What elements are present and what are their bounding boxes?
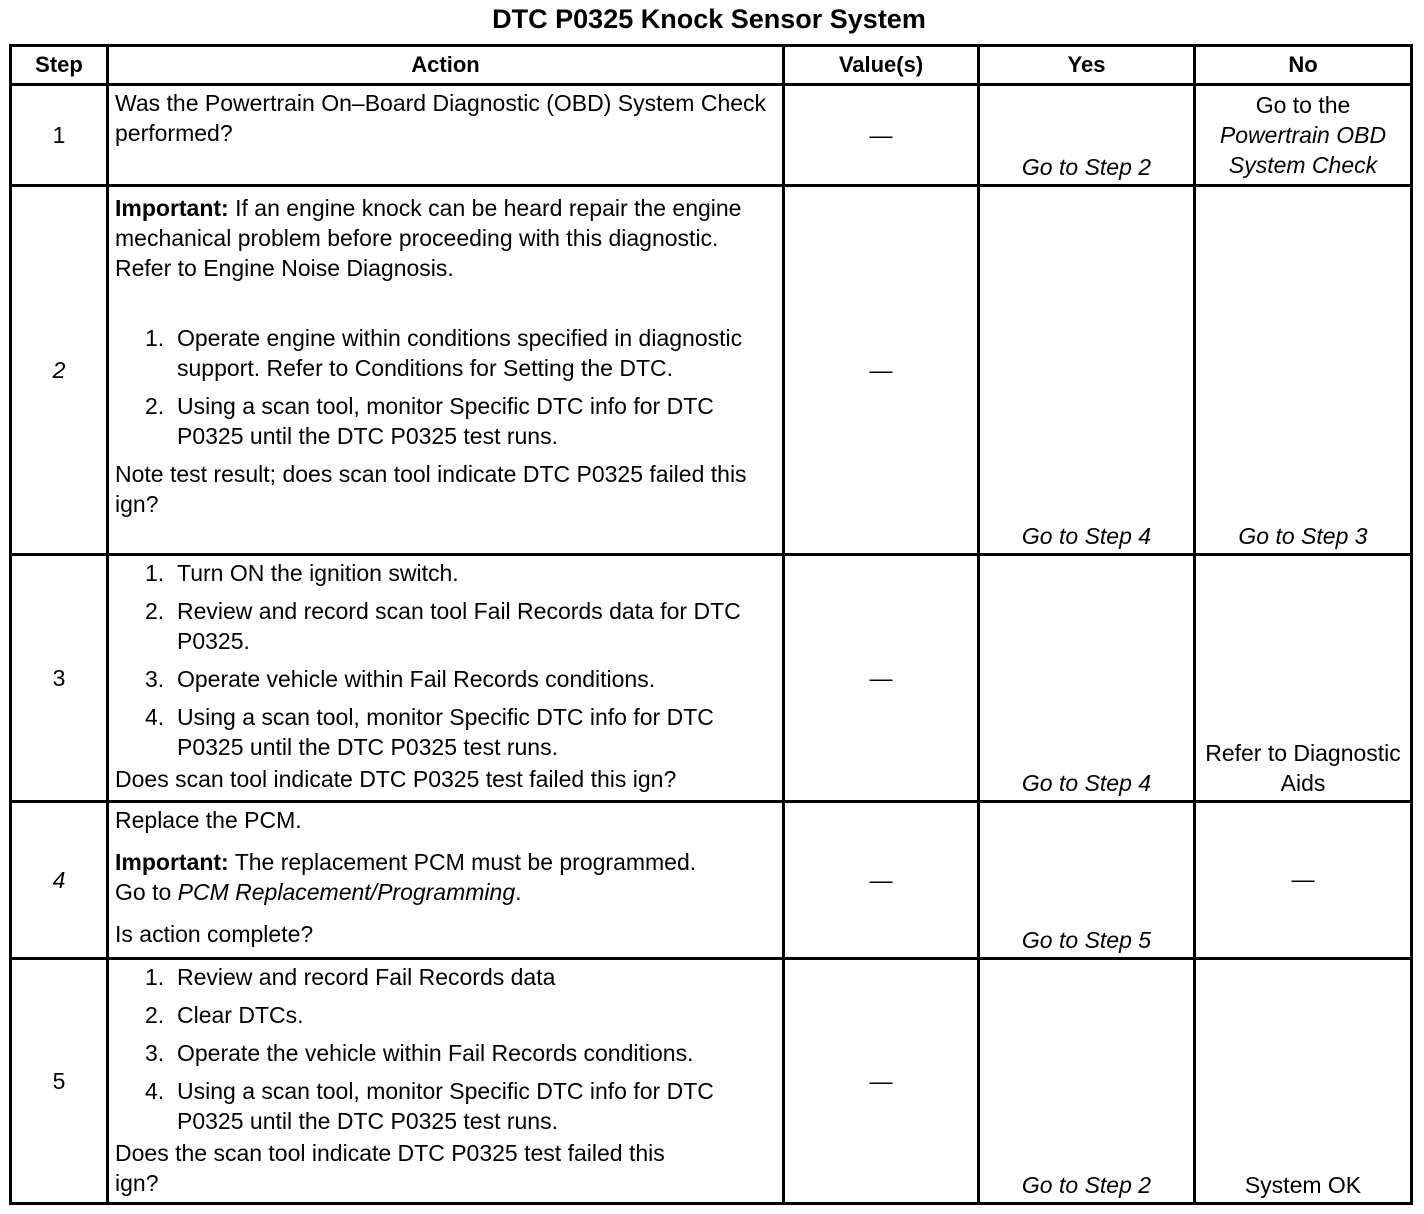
page-title: DTC P0325 Knock Sensor System <box>492 4 926 34</box>
action-question: Does scan tool indicate DTC P0325 test failed this ign? <box>115 766 677 792</box>
no-cell: System OK <box>1195 959 1412 1204</box>
action-question: Is action complete? <box>115 921 314 947</box>
col-header-yes: Yes <box>979 46 1195 85</box>
action-cell <box>108 802 784 959</box>
value-cell: — <box>784 959 979 1204</box>
list-item: 2. Review and record scan tool Fail Records data for DTC P0325. <box>145 598 741 654</box>
no-prefix: Go to the <box>1255 92 1351 118</box>
diagnostic-table <box>9 44 1413 1205</box>
table-row-step-1 <box>11 85 1412 186</box>
action-cell <box>108 186 784 555</box>
step-number: 3 <box>11 555 108 802</box>
goto-line: Go to PCM Replacement/Programming. <box>115 879 522 905</box>
list-item: 1. Operate engine within conditions specified in diagnostic support. Refer to Conditions for Setting the DTC. <box>145 325 743 381</box>
action-cell <box>108 959 784 1204</box>
table-row-step-3 <box>11 555 1412 802</box>
action-cell <box>108 555 784 802</box>
list-item: 2. Using a scan tool, monitor Specific DTC info for DTC P0325 until the DTC P0325 test runs. <box>145 393 714 449</box>
no-cell[interactable] <box>1195 85 1412 186</box>
yes-cell[interactable]: Go to Step 5 <box>979 802 1195 959</box>
important-text: If an engine knock can be heard repair the engine mechanical problem before proceeding with this diagnostic. Refer to Engine Noise Diagnosis. <box>115 195 742 281</box>
list-item: 4. Using a scan tool, monitor Specific DTC info for DTC P0325 until the DTC P0325 test runs. <box>145 1078 714 1134</box>
procedure-list <box>115 323 776 451</box>
list-item: 4. Using a scan tool, monitor Specific DTC info for DTC P0325 until the DTC P0325 test runs. <box>145 704 714 760</box>
important-label: Important: <box>115 195 229 221</box>
pcm-programming-link[interactable]: PCM Replacement/Programming <box>177 879 516 905</box>
yes-cell[interactable]: Go to Step 4 <box>979 555 1195 802</box>
table-row-step-4 <box>11 802 1412 959</box>
important-label: Important: <box>115 849 229 875</box>
col-header-step: Step <box>11 46 108 85</box>
list-item: 1. Turn ON the ignition switch. <box>145 560 459 586</box>
step-number: 1 <box>11 85 108 186</box>
col-header-no: No <box>1195 46 1412 85</box>
col-header-values: Value(s) <box>784 46 979 85</box>
step-number: 4 <box>11 802 108 959</box>
no-cell: — <box>1195 802 1412 959</box>
list-item: 1. Review and record Fail Records data <box>145 964 556 990</box>
list-item: 3. Operate vehicle within Fail Records conditions. <box>145 666 656 692</box>
col-header-action: Action <box>108 46 784 85</box>
important-note <box>115 193 776 283</box>
list-item: 3. Operate the vehicle within Fail Records conditions. <box>145 1040 694 1066</box>
action-question: Note test result; does scan tool indicate DTC P0325 failed this ign? <box>115 461 747 517</box>
procedure-list <box>115 558 776 762</box>
action-question: Was the Powertrain On–Board Diagnostic (OBD) System Check performed? <box>115 90 767 146</box>
yes-cell[interactable]: Go to Step 2 <box>979 85 1195 186</box>
value-cell: — <box>784 555 979 802</box>
important-text: The replacement PCM must be programmed. <box>228 849 697 875</box>
value-cell: — <box>784 802 979 959</box>
table-row-step-5 <box>11 959 1412 1204</box>
table-row-step-2 <box>11 186 1412 555</box>
procedure-list <box>115 962 776 1136</box>
yes-cell[interactable]: Go to Step 2 <box>979 959 1195 1204</box>
value-cell: — <box>784 85 979 186</box>
yes-cell[interactable]: Go to Step 4 <box>979 186 1195 555</box>
value-cell: — <box>784 186 979 555</box>
step-number: 2 <box>11 186 108 555</box>
no-link[interactable]: Powertrain OBD System Check <box>1219 122 1387 178</box>
important-note <box>115 847 776 877</box>
no-cell[interactable]: Refer to Diagnostic Aids <box>1195 555 1412 802</box>
no-cell[interactable]: Go to Step 3 <box>1195 186 1412 555</box>
list-item: 2. Clear DTCs. <box>145 1002 304 1028</box>
step-number: 5 <box>11 959 108 1204</box>
action-question: Does the scan tool indicate DTC P0325 test failed this ign? <box>115 1140 665 1196</box>
action-cell <box>108 85 784 186</box>
table-header-row <box>11 46 1412 85</box>
action-instruction: Replace the PCM. <box>115 807 302 833</box>
